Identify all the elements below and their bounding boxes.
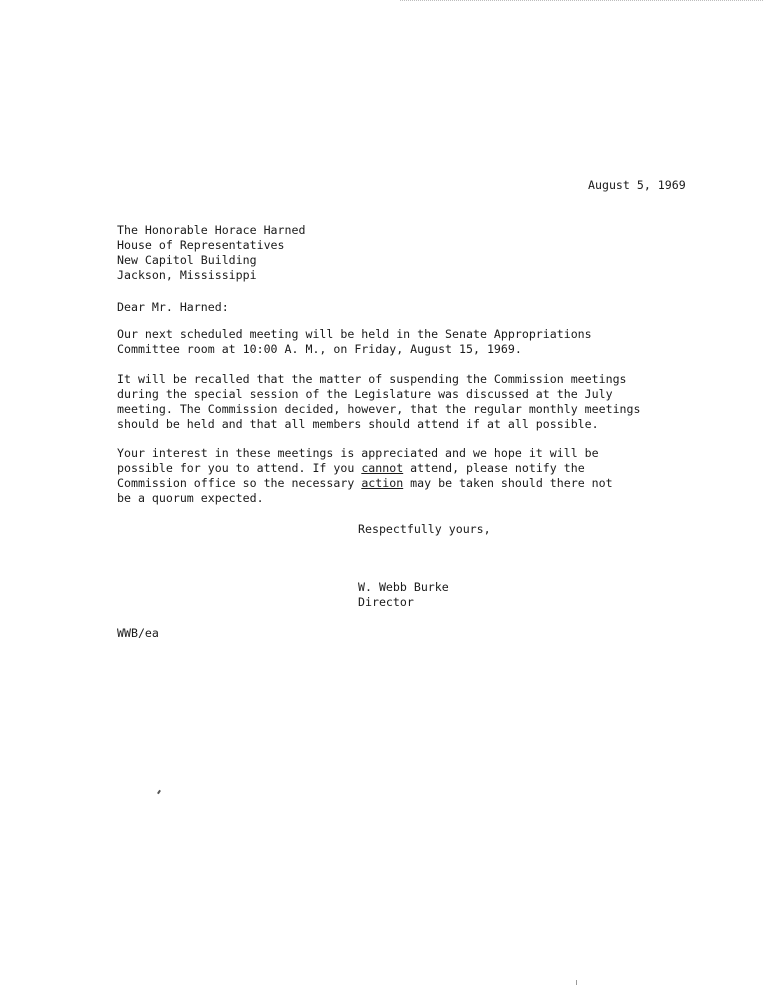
recipient-address [117, 223, 305, 283]
scan-speck [576, 980, 577, 985]
paragraph-line: during the special session of the Legislature was discussed at the July [117, 387, 613, 401]
signer-title: Director [358, 595, 414, 609]
paragraph-line: Committee room at 10:00 A. M., on Friday, August 15, 1969. [117, 342, 522, 356]
paragraph-attendance [117, 446, 707, 506]
text-run: may be taken should there not [403, 476, 613, 490]
paragraph-line: meeting. The Commission decided, however, that the regular monthly meetings [117, 402, 641, 416]
text-run: attend, please notify the [403, 461, 585, 475]
paragraph-line: Your interest in these meetings is appreciated and we hope it will be [117, 446, 599, 460]
paragraph-line [117, 461, 707, 476]
signature-block [358, 580, 449, 610]
text-run: possible for you to attend. If you [117, 461, 362, 475]
recipient-line-3: New Capitol Building [117, 253, 257, 267]
underlined-word: cannot [361, 461, 404, 475]
paragraph-meeting-notice [117, 327, 707, 357]
paragraph-recall [117, 372, 707, 432]
recipient-line-4: Jackson, Mississippi [117, 268, 257, 282]
letter-date: August 5, 1969 [588, 178, 686, 192]
paragraph-line [117, 476, 707, 491]
salutation: Dear Mr. Harned: [117, 300, 229, 314]
scan-edge-dots [400, 0, 763, 3]
paragraph-line: be a quorum expected. [117, 491, 264, 505]
closing: Respectfully yours, [358, 522, 491, 536]
paragraph-line: It will be recalled that the matter of suspending the Commission meetings [117, 372, 627, 386]
scan-speck [157, 790, 161, 794]
underlined-word: action [361, 476, 404, 490]
recipient-name: The Honorable Horace Harned [117, 223, 306, 237]
text-run: Commission office so the necessary [117, 476, 362, 490]
reference-initials: WWB/ea [117, 626, 159, 640]
signer-name: W. Webb Burke [358, 580, 449, 594]
paragraph-line: Our next scheduled meeting will be held in the Senate Appropriations [117, 327, 592, 341]
paragraph-line: should be held and that all members should attend if at all possible. [117, 417, 599, 431]
recipient-line-2: House of Representatives [117, 238, 285, 252]
